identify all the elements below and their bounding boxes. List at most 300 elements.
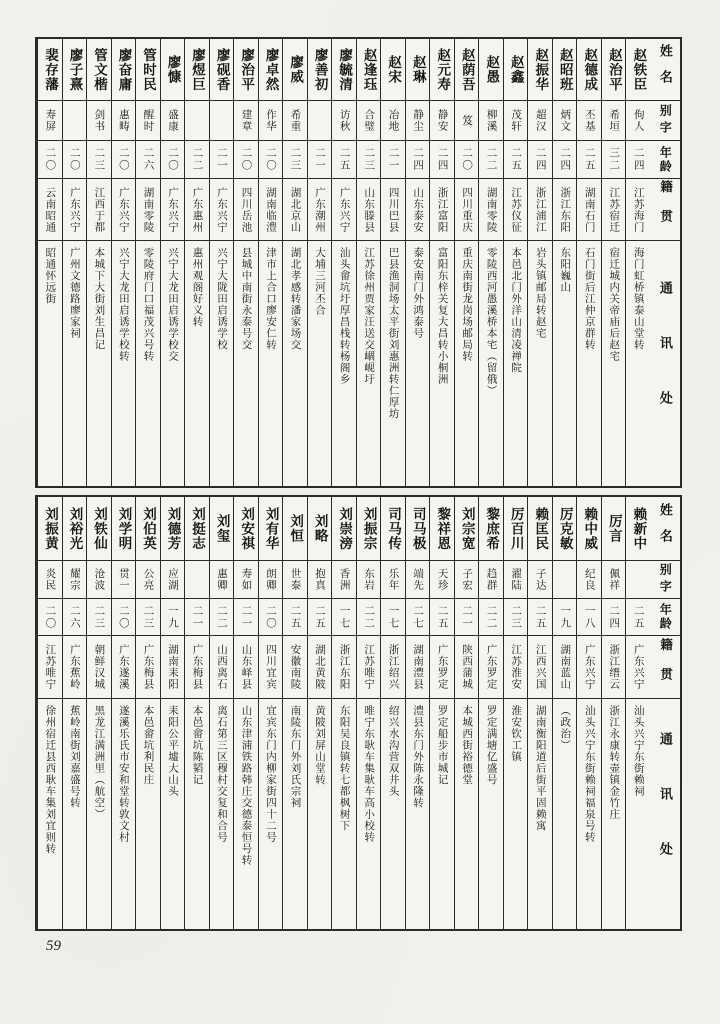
person-column — [331, 39, 356, 486]
person-zi: 子宏 — [455, 561, 479, 599]
person-age: 二二 — [210, 599, 234, 636]
person-zi: 茂轩 — [504, 101, 528, 141]
person-age: 二二 — [357, 599, 381, 636]
person-name: 赵振华 — [528, 39, 552, 101]
person-zi — [185, 561, 209, 599]
person-addr: 汕头兴宁东街赖祠福泉号转 — [583, 705, 595, 843]
person-addr: 耒阳公平墟大山头 — [166, 705, 178, 797]
header-name: 姓名 — [650, 497, 680, 561]
person-addr: 罗定满塘亿盛号 — [485, 705, 497, 786]
person-name: 赵愚 — [479, 39, 503, 101]
person-native: 山西离石 — [210, 636, 234, 699]
person-zi: 公亮 — [136, 561, 160, 599]
person-name: 厉言 — [602, 497, 626, 561]
person-addr: 澧县东门外陈永隆转 — [412, 705, 424, 809]
person-age: 二〇 — [234, 141, 258, 179]
person-age: 二二 — [185, 141, 209, 179]
person-name: 刘铁仙 — [87, 497, 111, 561]
header-column — [650, 497, 680, 929]
person-age: 二四 — [430, 141, 454, 179]
person-age: 二三 — [87, 599, 111, 636]
person-column — [625, 39, 650, 486]
person-column — [601, 497, 626, 929]
person-addr: 离石第三区穆村交复和合号 — [215, 705, 227, 843]
person-age: 二〇 — [38, 141, 62, 179]
person-native: 湖南零陵 — [136, 179, 160, 241]
person-name: 赵逢珏 — [357, 39, 381, 101]
person-addr: 零陵西河愚溪桥本宅（留俄） — [485, 247, 497, 397]
person-age: 二〇 — [112, 599, 136, 636]
person-name: 赵宋 — [381, 39, 405, 101]
person-column — [356, 497, 381, 929]
person-zi: 炎民 — [38, 561, 62, 599]
person-column — [233, 497, 258, 929]
person-addr: 海门虹桥镇泰山堂转 — [632, 247, 644, 351]
person-native: 广东梅县 — [136, 636, 160, 699]
person-name: 刘裕光 — [63, 497, 87, 561]
person-column — [86, 497, 111, 929]
person-age: 二四 — [626, 141, 650, 179]
person-column — [527, 39, 552, 486]
person-zi — [185, 101, 209, 141]
person-addr: 岩头镇邮局转赵宅 — [534, 247, 546, 339]
person-addr: 湖北孝感转潘家场交 — [289, 247, 301, 351]
person-addr: 黑龙江满洲里（航空） — [93, 705, 105, 820]
person-name: 赖匡民 — [528, 497, 552, 561]
person-zi: 香洲 — [332, 561, 356, 599]
person-column — [160, 39, 185, 486]
person-native: 广东兴宁 — [112, 179, 136, 241]
person-age: 二一 — [455, 599, 479, 636]
person-addr: 惠州观阁好义转 — [191, 247, 203, 328]
person-name: 赵荫吾 — [455, 39, 479, 101]
person-zi: 子达 — [528, 561, 552, 599]
person-name: 司马极 — [406, 497, 430, 561]
person-name: 廖威 — [283, 39, 307, 101]
person-native: 陕西蒲城 — [455, 636, 479, 699]
person-name: 刘振宗 — [357, 497, 381, 561]
person-native: 安徽南陵 — [283, 636, 307, 699]
person-zi: 东岩 — [357, 561, 381, 599]
person-zi: 惠畴 — [112, 101, 136, 141]
person-age: 二〇 — [259, 141, 283, 179]
person-zi: 世泰 — [283, 561, 307, 599]
person-addr: 南陵东门外刘氏宗祠 — [289, 705, 301, 809]
person-native: 湖南耒阳 — [161, 636, 185, 699]
person-native: 广东惠州 — [185, 179, 209, 241]
person-native: 湖南澧县 — [406, 636, 430, 699]
person-zi: 端先 — [406, 561, 430, 599]
person-addr: 重庆南街龙岗场邮局转 — [461, 247, 473, 362]
person-addr: 山东津浦铁路韩庄交德泰恒号转 — [240, 705, 252, 866]
person-zi: 剑书 — [87, 101, 111, 141]
person-native: 湖南零陵 — [479, 179, 503, 241]
person-zi — [308, 101, 332, 141]
person-zi: 趋群 — [479, 561, 503, 599]
person-addr: 江苏徐州贾家汪送交崓岘圩 — [363, 247, 375, 385]
person-name: 廖治平 — [234, 39, 258, 101]
person-addr: 津市上合口廖安仁转 — [265, 247, 277, 351]
person-addr: 黄陂刘屏山堂转 — [314, 705, 326, 786]
person-zi: 寿如 — [234, 561, 258, 599]
person-name: 刘有华 — [259, 497, 283, 561]
person-column — [429, 39, 454, 486]
person-native: 广东潮州 — [308, 179, 332, 241]
person-age: 二一 — [185, 599, 209, 636]
person-zi: 炳文 — [553, 101, 577, 141]
person-name: 黎庶希 — [479, 497, 503, 561]
person-addr: 浙江永康转壶镇金竹庄 — [608, 705, 620, 820]
person-column — [135, 497, 160, 929]
person-native: 湖北京山 — [283, 179, 307, 241]
person-age: 二三 — [357, 141, 381, 179]
person-addr: 汕头兴宁东街赖祠 — [632, 705, 644, 797]
person-name: 裴存藩 — [38, 39, 62, 101]
person-column — [160, 497, 185, 929]
person-native: 广东兴宁 — [332, 179, 356, 241]
person-addr: 蕉岭南街刘嘉盛号转 — [68, 705, 80, 809]
person-column — [380, 497, 405, 929]
person-column — [62, 497, 87, 929]
person-name: 刘伯英 — [136, 497, 160, 561]
person-zi: 静安 — [430, 101, 454, 141]
person-name: 廖卓然 — [259, 39, 283, 101]
person-name: 黎祥恩 — [430, 497, 454, 561]
person-name: 厉百川 — [504, 497, 528, 561]
person-name: 赵治平 — [602, 39, 626, 101]
person-zi: 纪良 — [577, 561, 601, 599]
person-age: 二六 — [63, 599, 87, 636]
person-age: 二〇 — [161, 141, 185, 179]
person-zi: 盛康 — [161, 101, 185, 141]
person-age: 二五 — [577, 141, 601, 179]
person-native: 江苏宿迁 — [602, 179, 626, 241]
person-name: 赵德成 — [577, 39, 601, 101]
person-column — [552, 39, 577, 486]
person-native: 四川重庆 — [455, 179, 479, 241]
person-name: 赵昭班 — [553, 39, 577, 101]
header-addr: 通讯处 — [657, 731, 673, 897]
person-zi: 佩祥 — [602, 561, 626, 599]
person-age: 三二 — [602, 141, 626, 179]
person-zi: 抱真 — [308, 561, 332, 599]
person-addr: 本邑畲坑利民庄 — [142, 705, 154, 786]
person-name: 刘学明 — [112, 497, 136, 561]
person-native: 山东滕县 — [357, 179, 381, 241]
person-zi: 希垣 — [602, 101, 626, 141]
person-age: 二五 — [308, 599, 332, 636]
person-name: 赵琳 — [406, 39, 430, 101]
person-column — [601, 39, 626, 486]
person-native: 湖南蓝山 — [553, 636, 577, 699]
person-addr: 东阳巍山 — [559, 247, 571, 293]
person-column — [209, 497, 234, 929]
person-column — [111, 39, 136, 486]
person-zi: 贯一 — [112, 561, 136, 599]
person-native: 云南昭通 — [38, 179, 62, 241]
person-addr: 石门街后江仲京群转 — [583, 247, 595, 351]
person-name: 刘崇滂 — [332, 497, 356, 561]
person-name: 赵鑫 — [504, 39, 528, 101]
page-number: 59 — [46, 938, 61, 954]
person-zi: 建章 — [234, 101, 258, 141]
person-age: 二三 — [87, 141, 111, 179]
person-age: 一九 — [553, 599, 577, 636]
person-name: 廖善初 — [308, 39, 332, 101]
person-addr: 本城下大街刘生昌记 — [93, 247, 105, 351]
person-column — [527, 497, 552, 929]
person-name: 廖毓清 — [332, 39, 356, 101]
person-column — [37, 39, 62, 486]
person-age: 二二 — [479, 599, 503, 636]
person-addr: 兴宁大龙田启诱学校交 — [166, 247, 178, 362]
person-zi: 朗卿 — [259, 561, 283, 599]
person-column — [429, 497, 454, 929]
person-addr: 宿迁城内关帝庙后赵宅 — [608, 247, 620, 362]
person-name: 赖中威 — [577, 497, 601, 561]
person-addr: 淮安钦工镇 — [510, 705, 522, 763]
person-native: 浙江东阳 — [553, 179, 577, 241]
person-addr: 湖南衡阳道后街平固赖寓 — [534, 705, 546, 832]
person-zi: 应湖 — [161, 561, 185, 599]
person-native: 江苏仪征 — [504, 179, 528, 241]
person-age: 二三 — [283, 141, 307, 179]
person-zi: 静尘 — [406, 101, 430, 141]
person-native: 广东兴宁 — [161, 179, 185, 241]
person-column — [576, 39, 601, 486]
header-native: 籍贯 — [650, 179, 680, 241]
person-zi: 寿屏 — [38, 101, 62, 141]
person-age: 二〇 — [112, 141, 136, 179]
person-native: 广东兴宁 — [626, 636, 650, 699]
person-column — [209, 39, 234, 486]
person-native: 江苏海门 — [626, 179, 650, 241]
person-native: 江苏淮安 — [504, 636, 528, 699]
person-native: 朝鲜汉城 — [87, 636, 111, 699]
person-addr: 唯宁东耿车集耿车高小校转 — [363, 705, 375, 843]
person-name: 廖子熹 — [63, 39, 87, 101]
person-age: 二一 — [381, 141, 405, 179]
person-native: 湖南临澧 — [259, 179, 283, 241]
person-column — [405, 39, 430, 486]
person-addr: 泰安南门外鸿泰号 — [412, 247, 424, 339]
person-column — [86, 39, 111, 486]
person-age: 一七 — [381, 599, 405, 636]
person-name: 司马传 — [381, 497, 405, 561]
person-addr: 汕头畲坑圩厚昌栈转杨阁乡 — [338, 247, 350, 385]
person-addr: 昭通怀远街 — [44, 247, 56, 305]
person-name: 刘安祺 — [234, 497, 258, 561]
person-zi: 超汉 — [528, 101, 552, 141]
person-column — [503, 497, 528, 929]
person-zi: 惠卿 — [210, 561, 234, 599]
person-age: 二〇 — [455, 141, 479, 179]
person-name: 刘略 — [308, 497, 332, 561]
person-native: 浙江东阳 — [332, 636, 356, 699]
header-zi: 别字 — [650, 561, 680, 599]
person-column — [478, 39, 503, 486]
person-native: 广东兴宁 — [210, 179, 234, 241]
header-name: 姓名 — [650, 39, 680, 101]
person-name: 刘振黄 — [38, 497, 62, 561]
person-native: 浙江绍兴 — [381, 636, 405, 699]
person-age: 二二 — [479, 141, 503, 179]
person-name: 管时民 — [136, 39, 160, 101]
header-age: 年龄 — [650, 141, 680, 179]
person-addr: 徐州宿迁县西耿车集刘宜则转 — [44, 705, 56, 855]
person-zi: 柳溪 — [479, 101, 503, 141]
header-zi: 别字 — [650, 101, 680, 141]
person-age: 二四 — [553, 141, 577, 179]
person-addr: 县城中南街永泰号交 — [240, 247, 252, 351]
person-age: 二〇 — [259, 599, 283, 636]
person-native: 广东兴宁 — [577, 636, 601, 699]
person-addr: 广州文德路廖家祠 — [68, 247, 80, 339]
person-name: 管文楷 — [87, 39, 111, 101]
person-age: 二五 — [332, 141, 356, 179]
person-native: 广东梅县 — [185, 636, 209, 699]
person-zi: 笈 — [455, 101, 479, 141]
person-age: 二七 — [406, 599, 430, 636]
header-addr: 通讯处 — [657, 281, 673, 446]
person-column — [111, 497, 136, 929]
person-name: 廖砚香 — [210, 39, 234, 101]
person-column — [552, 497, 577, 929]
person-native: 浙江浦江 — [528, 179, 552, 241]
person-zi: 醒时 — [136, 101, 160, 141]
person-column — [331, 497, 356, 929]
person-zi: 濯陆 — [504, 561, 528, 599]
person-column — [478, 497, 503, 929]
person-column — [258, 497, 283, 929]
person-age: 一九 — [161, 599, 185, 636]
person-zi — [210, 101, 234, 141]
person-zi: 乐年 — [381, 561, 405, 599]
person-zi: 合璧 — [357, 101, 381, 141]
person-age: 一七 — [332, 599, 356, 636]
person-zi: 佝人 — [626, 101, 650, 141]
person-addr: 零陵府门口福茂兴号转 — [142, 247, 154, 362]
person-native: 江西于都 — [87, 179, 111, 241]
person-age: 二一 — [308, 141, 332, 179]
person-native: 广东兴宁 — [63, 179, 87, 241]
person-addr: 遂溪乐氏市安和堂转敦文村 — [117, 705, 129, 843]
person-age: 二一 — [210, 141, 234, 179]
person-column — [62, 39, 87, 486]
person-zi: 冶地 — [381, 101, 405, 141]
person-zi — [63, 101, 87, 141]
person-addr: 兴宁大龙田启诱学校转 — [117, 247, 129, 362]
person-column — [282, 497, 307, 929]
person-name: 廖慷 — [161, 39, 185, 101]
person-column — [503, 39, 528, 486]
person-age: 二五 — [283, 599, 307, 636]
person-column — [405, 497, 430, 929]
person-native: 四川岳池 — [234, 179, 258, 241]
person-column — [233, 39, 258, 486]
header-native: 籍贯 — [650, 636, 680, 699]
person-name: 廖煜巨 — [185, 39, 209, 101]
person-addr: 兴宁大陇田启诱学校 — [215, 247, 227, 351]
person-column — [576, 497, 601, 929]
person-column — [625, 497, 650, 929]
person-zi: 访秋 — [332, 101, 356, 141]
person-addr: 罗定船步市城记 — [436, 705, 448, 786]
person-native: 广东遂溪 — [112, 636, 136, 699]
person-name: 刘玺 — [210, 497, 234, 561]
person-addr: （政治） — [559, 705, 571, 751]
person-age: 二四 — [528, 141, 552, 179]
person-column — [258, 39, 283, 486]
person-age: 二四 — [602, 599, 626, 636]
person-name: 廖奋庸 — [112, 39, 136, 101]
person-age: 二五 — [504, 141, 528, 179]
person-addr: 富阳东梓关复大昌转小桐洲 — [436, 247, 448, 385]
person-column — [282, 39, 307, 486]
person-age: 二五 — [528, 599, 552, 636]
header-column — [650, 39, 680, 486]
person-age: 二〇 — [63, 141, 87, 179]
person-native: 江苏唯宁 — [38, 636, 62, 699]
person-age: 二三 — [136, 599, 160, 636]
person-native: 浙江缙云 — [602, 636, 626, 699]
person-addr: 东阳吴良镇转七都枫树下 — [338, 705, 350, 832]
person-age: 二五 — [430, 599, 454, 636]
person-addr: 本邑畲坑陈韬记 — [191, 705, 203, 786]
header-age: 年龄 — [650, 599, 680, 636]
person-native: 江苏唯宁 — [357, 636, 381, 699]
person-column — [307, 497, 332, 929]
person-age: 二四 — [406, 141, 430, 179]
person-zi: 丕基 — [577, 101, 601, 141]
person-name: 厉克敏 — [553, 497, 577, 561]
person-native: 广东罗定 — [430, 636, 454, 699]
person-zi — [626, 561, 650, 599]
person-zi — [553, 561, 577, 599]
person-addr: 绍兴水沟营双井头 — [387, 705, 399, 797]
directory-table-bottom — [35, 495, 682, 931]
person-column — [135, 39, 160, 486]
person-native: 四川巴县 — [381, 179, 405, 241]
person-addr: 巴县渔洞场太平街刘惠洲转仁厚坊 — [387, 247, 399, 420]
person-addr: 宜宾东门内柳家街四十二号 — [265, 705, 277, 843]
person-zi: 希重 — [283, 101, 307, 141]
person-column — [454, 497, 479, 929]
person-native: 浙江富阳 — [430, 179, 454, 241]
person-column — [454, 39, 479, 486]
person-column — [184, 39, 209, 486]
person-zi: 耀宗 — [63, 561, 87, 599]
person-name: 刘挺志 — [185, 497, 209, 561]
person-column — [356, 39, 381, 486]
person-addr: 大埔三河丕合 — [314, 247, 326, 316]
person-column — [307, 39, 332, 486]
person-native: 山东泰安 — [406, 179, 430, 241]
person-age: 二五 — [626, 599, 650, 636]
person-name: 赵铁臣 — [626, 39, 650, 101]
person-age: 一八 — [577, 599, 601, 636]
person-column — [184, 497, 209, 929]
person-native: 四川宜宾 — [259, 636, 283, 699]
person-column — [380, 39, 405, 486]
person-name: 刘恒 — [283, 497, 307, 561]
person-column — [37, 497, 62, 929]
person-native: 湖南石门 — [577, 179, 601, 241]
person-zi: 天珍 — [430, 561, 454, 599]
person-name: 刘德芳 — [161, 497, 185, 561]
person-age: 二六 — [136, 141, 160, 179]
person-age: 二〇 — [38, 599, 62, 636]
